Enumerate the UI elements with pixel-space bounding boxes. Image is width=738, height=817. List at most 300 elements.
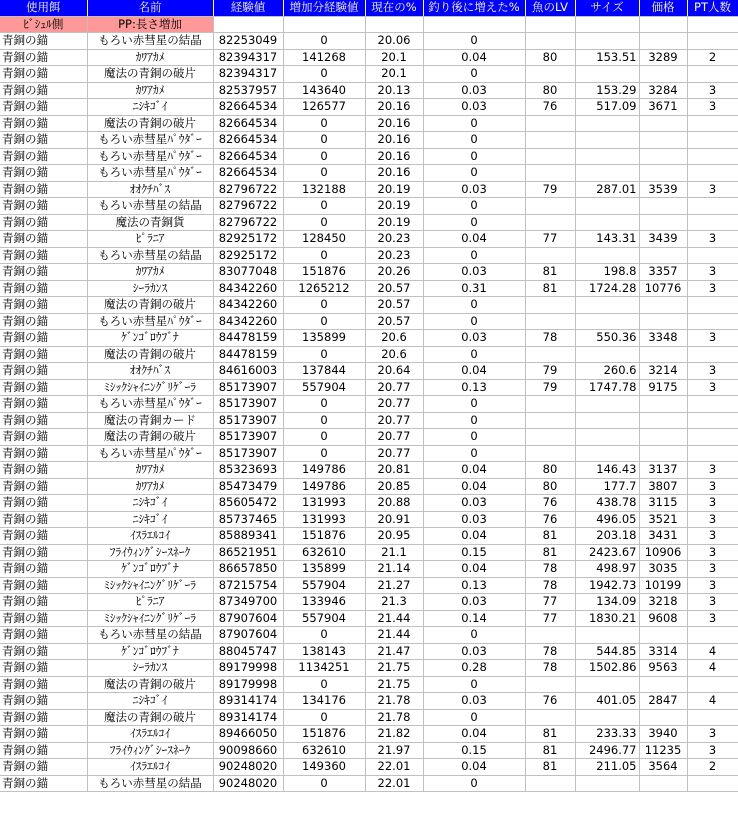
cell-exp-gain: 128450 bbox=[283, 231, 365, 248]
cell-exp-gain: 0 bbox=[283, 66, 365, 83]
subheader-pp: PP:長さ増加 bbox=[87, 16, 213, 33]
cell-exp-gain: 135899 bbox=[283, 561, 365, 578]
cell-exp-gain: 0 bbox=[283, 445, 365, 462]
cell-name: ﾐｼｯｸｼｬｲﾆﾝｸﾞﾘｹﾞｰﾗ bbox=[87, 379, 213, 396]
table-row bbox=[0, 495, 738, 512]
cell-bait: 青銅の錨 bbox=[0, 462, 87, 479]
cell-bait: 青銅の錨 bbox=[0, 346, 87, 363]
cell-name: もろい赤彗星ﾊﾟｳﾀﾞｰ bbox=[87, 313, 213, 330]
cell-name: ﾐｼｯｸｼｬｲﾆﾝｸﾞﾘｹﾞｰﾗ bbox=[87, 610, 213, 627]
cell-price: 9175 bbox=[639, 379, 687, 396]
cell-party-size bbox=[687, 66, 738, 83]
cell-party-size: 3 bbox=[687, 82, 738, 99]
table-row bbox=[0, 561, 738, 578]
cell-size: 2496.77 bbox=[575, 742, 639, 759]
cell-fish-level: 78 bbox=[525, 330, 575, 347]
cell-current-pct: 21.75 bbox=[365, 676, 423, 693]
cell-party-size bbox=[687, 676, 738, 693]
cell-size: 544.85 bbox=[575, 643, 639, 660]
cell-exp-gain: 141268 bbox=[283, 49, 365, 66]
table-row bbox=[0, 676, 738, 693]
cell-pct-gain: 0 bbox=[423, 115, 525, 132]
table-row bbox=[0, 231, 738, 248]
cell-size: 233.33 bbox=[575, 726, 639, 743]
cell-price: 3137 bbox=[639, 462, 687, 479]
cell-bait: 青銅の錨 bbox=[0, 214, 87, 231]
cell-name: ｶﾜｱｶﾒ bbox=[87, 478, 213, 495]
cell-price bbox=[639, 429, 687, 446]
header-size: サイズ bbox=[575, 0, 639, 16]
cell-exp-gain: 0 bbox=[283, 709, 365, 726]
cell-fish-level bbox=[525, 346, 575, 363]
cell-fish-level: 76 bbox=[525, 693, 575, 710]
header-name: 名前 bbox=[87, 0, 213, 16]
cell-pct-gain: 0.03 bbox=[423, 181, 525, 198]
cell-current-pct: 21.3 bbox=[365, 594, 423, 611]
cell-party-size bbox=[687, 627, 738, 644]
cell-exp-gain: 0 bbox=[283, 313, 365, 330]
cell-size bbox=[575, 198, 639, 215]
cell-exp-gain: 632610 bbox=[283, 742, 365, 759]
cell-party-size bbox=[687, 313, 738, 330]
cell-exp: 85605472 bbox=[213, 495, 283, 512]
cell-fish-level: 80 bbox=[525, 478, 575, 495]
cell-exp: 85173907 bbox=[213, 396, 283, 413]
cell-pct-gain: 0.03 bbox=[423, 643, 525, 660]
cell-fish-level: 81 bbox=[525, 726, 575, 743]
cell-price: 3357 bbox=[639, 264, 687, 281]
table-row bbox=[0, 445, 738, 462]
cell-pct-gain: 0.14 bbox=[423, 610, 525, 627]
cell-pct-gain: 0 bbox=[423, 313, 525, 330]
cell-party-size: 4 bbox=[687, 693, 738, 710]
cell-current-pct: 20.06 bbox=[365, 33, 423, 50]
table-row bbox=[0, 709, 738, 726]
cell-exp: 85173907 bbox=[213, 379, 283, 396]
cell-bait: 青銅の錨 bbox=[0, 297, 87, 314]
table-row bbox=[0, 544, 738, 561]
cell-price bbox=[639, 412, 687, 429]
cell-party-size bbox=[687, 132, 738, 149]
cell-current-pct: 20.19 bbox=[365, 181, 423, 198]
cell-bait: 青銅の錨 bbox=[0, 280, 87, 297]
cell-fish-level: 78 bbox=[525, 643, 575, 660]
cell-exp: 90098660 bbox=[213, 742, 283, 759]
cell-bait: 青銅の錨 bbox=[0, 82, 87, 99]
cell-party-size: 3 bbox=[687, 99, 738, 116]
cell-party-size bbox=[687, 148, 738, 165]
table-row bbox=[0, 478, 738, 495]
cell-pct-gain: 0.04 bbox=[423, 759, 525, 776]
cell-size: 260.6 bbox=[575, 363, 639, 380]
table-row bbox=[0, 115, 738, 132]
cell-pct-gain: 0 bbox=[423, 346, 525, 363]
cell-current-pct: 20.16 bbox=[365, 99, 423, 116]
cell-name: ﾆｼｷｺﾞｲ bbox=[87, 693, 213, 710]
cell-exp: 82394317 bbox=[213, 66, 283, 83]
cell-exp-gain: 557904 bbox=[283, 379, 365, 396]
table-row bbox=[0, 660, 738, 677]
cell-exp: 82796722 bbox=[213, 181, 283, 198]
cell-bait: 青銅の錨 bbox=[0, 594, 87, 611]
cell-fish-level: 77 bbox=[525, 610, 575, 627]
cell-current-pct: 20.16 bbox=[365, 115, 423, 132]
cell-price: 9563 bbox=[639, 660, 687, 677]
cell-exp: 89314174 bbox=[213, 709, 283, 726]
cell-fish-level: 81 bbox=[525, 742, 575, 759]
cell-size: 401.05 bbox=[575, 693, 639, 710]
cell-size bbox=[575, 412, 639, 429]
cell-name: ﾐｼｯｸｼｬｲﾆﾝｸﾞﾘｹﾞｰﾗ bbox=[87, 577, 213, 594]
table-row bbox=[0, 264, 738, 281]
cell-bait: 青銅の錨 bbox=[0, 165, 87, 182]
cell-exp-gain: 137844 bbox=[283, 363, 365, 380]
cell-size bbox=[575, 165, 639, 182]
cell-bait: 青銅の錨 bbox=[0, 511, 87, 528]
cell-price bbox=[639, 214, 687, 231]
cell-name: 魔法の青銅の破片 bbox=[87, 66, 213, 83]
cell-bait: 青銅の錨 bbox=[0, 726, 87, 743]
cell-name: ﾆｼｷｺﾞｲ bbox=[87, 99, 213, 116]
table-row bbox=[0, 775, 738, 792]
cell-exp: 89179998 bbox=[213, 660, 283, 677]
cell-bait: 青銅の錨 bbox=[0, 775, 87, 792]
cell-price: 10906 bbox=[639, 544, 687, 561]
cell-pct-gain: 0 bbox=[423, 198, 525, 215]
cell-price: 3314 bbox=[639, 643, 687, 660]
cell-size bbox=[575, 313, 639, 330]
cell-fish-level bbox=[525, 709, 575, 726]
cell-size bbox=[575, 132, 639, 149]
cell-current-pct: 20.16 bbox=[365, 132, 423, 149]
cell-size bbox=[575, 396, 639, 413]
cell-party-size: 3 bbox=[687, 379, 738, 396]
cell-exp: 82664534 bbox=[213, 115, 283, 132]
cell-name: ｹﾞﾝｺﾞﾛｳﾌﾞﾅ bbox=[87, 330, 213, 347]
cell-pct-gain: 0.04 bbox=[423, 726, 525, 743]
cell-party-size: 4 bbox=[687, 660, 738, 677]
cell-exp: 82796722 bbox=[213, 198, 283, 215]
cell-party-size: 4 bbox=[687, 643, 738, 660]
table-row bbox=[0, 693, 738, 710]
cell-size: 1502.86 bbox=[575, 660, 639, 677]
cell-current-pct: 20.6 bbox=[365, 346, 423, 363]
cell-party-size bbox=[687, 396, 738, 413]
cell-bait: 青銅の錨 bbox=[0, 379, 87, 396]
table-row bbox=[0, 66, 738, 83]
cell-size bbox=[575, 676, 639, 693]
cell-pct-gain: 0.15 bbox=[423, 742, 525, 759]
cell-bait: 青銅の錨 bbox=[0, 363, 87, 380]
cell-bait: 青銅の錨 bbox=[0, 115, 87, 132]
cell-fish-level bbox=[525, 247, 575, 264]
cell-pct-gain: 0 bbox=[423, 132, 525, 149]
cell-name: ﾆｼｷｺﾞｲ bbox=[87, 495, 213, 512]
cell-fish-level: 81 bbox=[525, 264, 575, 281]
cell-name: ﾌﾗｲｳｨﾝｸﾞｼｰｽﾈｰｸ bbox=[87, 742, 213, 759]
subheader-row bbox=[0, 16, 738, 33]
cell-party-size: 3 bbox=[687, 742, 738, 759]
cell-exp: 84342260 bbox=[213, 313, 283, 330]
table-row bbox=[0, 726, 738, 743]
cell-pct-gain: 0.04 bbox=[423, 49, 525, 66]
cell-fish-level: 79 bbox=[525, 181, 575, 198]
cell-bait: 青銅の錨 bbox=[0, 396, 87, 413]
cell-size bbox=[575, 66, 639, 83]
cell-exp: 86521951 bbox=[213, 544, 283, 561]
cell-exp: 82664534 bbox=[213, 132, 283, 149]
cell-fish-level bbox=[525, 627, 575, 644]
cell-exp-gain: 0 bbox=[283, 346, 365, 363]
cell-exp: 85889341 bbox=[213, 528, 283, 545]
cell-size: 211.05 bbox=[575, 759, 639, 776]
cell-current-pct: 20.64 bbox=[365, 363, 423, 380]
cell-party-size bbox=[687, 165, 738, 182]
cell-current-pct: 20.95 bbox=[365, 528, 423, 545]
table-row bbox=[0, 165, 738, 182]
table-row bbox=[0, 610, 738, 627]
cell-name: ｵｵｸﾁﾊﾞｽ bbox=[87, 181, 213, 198]
cell-exp-gain: 0 bbox=[283, 198, 365, 215]
cell-party-size: 3 bbox=[687, 577, 738, 594]
cell-price bbox=[639, 313, 687, 330]
cell-price bbox=[639, 66, 687, 83]
cell-price bbox=[639, 132, 687, 149]
cell-bait: 青銅の錨 bbox=[0, 742, 87, 759]
cell-exp: 87215754 bbox=[213, 577, 283, 594]
cell-pct-gain: 0.13 bbox=[423, 379, 525, 396]
header-fish-level: 魚のLV bbox=[525, 0, 575, 16]
cell-price: 3521 bbox=[639, 511, 687, 528]
cell-name: ﾆｼｷｺﾞｲ bbox=[87, 511, 213, 528]
cell-size: 496.05 bbox=[575, 511, 639, 528]
cell-price: 3431 bbox=[639, 528, 687, 545]
cell-exp: 84342260 bbox=[213, 297, 283, 314]
cell-name: もろい赤彗星ﾊﾟｳﾀﾞｰ bbox=[87, 148, 213, 165]
cell-current-pct: 20.6 bbox=[365, 330, 423, 347]
cell-price: 2847 bbox=[639, 693, 687, 710]
cell-name: ｲｽﾗｴﾙｺｲ bbox=[87, 726, 213, 743]
cell-name: ｶﾜｱｶﾒ bbox=[87, 462, 213, 479]
cell-current-pct: 21.44 bbox=[365, 627, 423, 644]
cell-current-pct: 21.82 bbox=[365, 726, 423, 743]
cell-pct-gain: 0 bbox=[423, 676, 525, 693]
cell-bait: 青銅の錨 bbox=[0, 643, 87, 660]
cell-pct-gain: 0 bbox=[423, 247, 525, 264]
cell-pct-gain: 0.15 bbox=[423, 544, 525, 561]
cell-fish-level bbox=[525, 445, 575, 462]
table-row bbox=[0, 33, 738, 50]
cell-size: 143.31 bbox=[575, 231, 639, 248]
table-row bbox=[0, 396, 738, 413]
cell-size bbox=[575, 33, 639, 50]
cell-exp-gain: 0 bbox=[283, 132, 365, 149]
cell-party-size bbox=[687, 115, 738, 132]
cell-name: 魔法の青銅の破片 bbox=[87, 346, 213, 363]
table-row bbox=[0, 412, 738, 429]
cell-pct-gain: 0.04 bbox=[423, 528, 525, 545]
cell-party-size: 3 bbox=[687, 478, 738, 495]
cell-exp-gain: 151876 bbox=[283, 264, 365, 281]
cell-exp-gain: 0 bbox=[283, 165, 365, 182]
table-row bbox=[0, 181, 738, 198]
cell-pct-gain: 0.04 bbox=[423, 462, 525, 479]
cell-party-size: 3 bbox=[687, 330, 738, 347]
cell-current-pct: 21.44 bbox=[365, 610, 423, 627]
cell-current-pct: 20.57 bbox=[365, 313, 423, 330]
cell-exp: 84478159 bbox=[213, 346, 283, 363]
cell-name: ﾌﾗｲｳｨﾝｸﾞｼｰｽﾈｰｸ bbox=[87, 544, 213, 561]
cell-party-size bbox=[687, 709, 738, 726]
cell-price bbox=[639, 396, 687, 413]
cell-party-size: 3 bbox=[687, 544, 738, 561]
cell-name: 魔法の青銅の破片 bbox=[87, 297, 213, 314]
cell-exp-gain: 149786 bbox=[283, 478, 365, 495]
cell-size: 517.09 bbox=[575, 99, 639, 116]
cell-price: 10199 bbox=[639, 577, 687, 594]
table-row bbox=[0, 462, 738, 479]
cell-name: 魔法の青銅カード bbox=[87, 412, 213, 429]
cell-exp: 89314174 bbox=[213, 693, 283, 710]
cell-name: ｹﾞﾝｺﾞﾛｳﾌﾞﾅ bbox=[87, 643, 213, 660]
cell-bait: 青銅の錨 bbox=[0, 66, 87, 83]
cell-exp: 82394317 bbox=[213, 49, 283, 66]
cell-exp-gain: 0 bbox=[283, 429, 365, 446]
cell-current-pct: 22.01 bbox=[365, 759, 423, 776]
cell-exp: 84478159 bbox=[213, 330, 283, 347]
cell-price bbox=[639, 115, 687, 132]
cell-price: 3289 bbox=[639, 49, 687, 66]
cell-current-pct: 20.81 bbox=[365, 462, 423, 479]
cell-name: もろい赤彗星の結晶 bbox=[87, 627, 213, 644]
cell-exp-gain: 151876 bbox=[283, 726, 365, 743]
cell-current-pct: 21.78 bbox=[365, 709, 423, 726]
cell-name: もろい赤彗星ﾊﾟｳﾀﾞｰ bbox=[87, 445, 213, 462]
cell-party-size bbox=[687, 445, 738, 462]
cell-exp-gain: 143640 bbox=[283, 82, 365, 99]
cell-pct-gain: 0 bbox=[423, 66, 525, 83]
cell-pct-gain: 0.04 bbox=[423, 363, 525, 380]
cell-size: 438.78 bbox=[575, 495, 639, 512]
cell-exp: 82253049 bbox=[213, 33, 283, 50]
table-row bbox=[0, 99, 738, 116]
cell-exp-gain: 131993 bbox=[283, 495, 365, 512]
cell-bait: 青銅の錨 bbox=[0, 544, 87, 561]
cell-name: もろい赤彗星の結晶 bbox=[87, 775, 213, 792]
cell-exp-gain: 149360 bbox=[283, 759, 365, 776]
cell-name: 魔法の青銅の破片 bbox=[87, 676, 213, 693]
cell-party-size bbox=[687, 33, 738, 50]
cell-name: もろい赤彗星ﾊﾟｳﾀﾞｰ bbox=[87, 396, 213, 413]
cell-name: もろい赤彗星ﾊﾟｳﾀﾞｰ bbox=[87, 165, 213, 182]
cell-bait: 青銅の錨 bbox=[0, 528, 87, 545]
cell-current-pct: 21.47 bbox=[365, 643, 423, 660]
cell-fish-level bbox=[525, 676, 575, 693]
cell-pct-gain: 0.04 bbox=[423, 561, 525, 578]
cell-bait: 青銅の錨 bbox=[0, 198, 87, 215]
cell-bait: 青銅の錨 bbox=[0, 676, 87, 693]
cell-pct-gain: 0 bbox=[423, 429, 525, 446]
cell-size: 146.43 bbox=[575, 462, 639, 479]
cell-pct-gain: 0.03 bbox=[423, 594, 525, 611]
header-party-size: PT人数 bbox=[687, 0, 738, 16]
cell-bait: 青銅の錨 bbox=[0, 33, 87, 50]
table-row bbox=[0, 379, 738, 396]
cell-size bbox=[575, 214, 639, 231]
cell-pct-gain: 0.04 bbox=[423, 231, 525, 248]
table-row bbox=[0, 280, 738, 297]
cell-exp: 84342260 bbox=[213, 280, 283, 297]
cell-bait: 青銅の錨 bbox=[0, 132, 87, 149]
cell-current-pct: 20.16 bbox=[365, 148, 423, 165]
cell-price bbox=[639, 33, 687, 50]
cell-current-pct: 20.57 bbox=[365, 280, 423, 297]
cell-price: 3940 bbox=[639, 726, 687, 743]
cell-name: ﾋﾟﾗﾆｱ bbox=[87, 231, 213, 248]
header-pct-gain: 釣り後に増えた% bbox=[423, 0, 525, 16]
cell-size: 203.18 bbox=[575, 528, 639, 545]
cell-price bbox=[639, 165, 687, 182]
cell-size bbox=[575, 775, 639, 792]
cell-party-size bbox=[687, 412, 738, 429]
table-row bbox=[0, 198, 738, 215]
cell-price bbox=[639, 709, 687, 726]
cell-price: 3035 bbox=[639, 561, 687, 578]
cell-party-size: 3 bbox=[687, 511, 738, 528]
cell-price: 3671 bbox=[639, 99, 687, 116]
cell-fish-level bbox=[525, 412, 575, 429]
cell-pct-gain: 0 bbox=[423, 775, 525, 792]
cell-exp: 82664534 bbox=[213, 99, 283, 116]
cell-exp-gain: 0 bbox=[283, 148, 365, 165]
cell-exp: 90248020 bbox=[213, 759, 283, 776]
cell-size: 1830.21 bbox=[575, 610, 639, 627]
cell-bait: 青銅の錨 bbox=[0, 429, 87, 446]
cell-exp: 82537957 bbox=[213, 82, 283, 99]
cell-size bbox=[575, 297, 639, 314]
cell-exp-gain: 0 bbox=[283, 214, 365, 231]
cell-party-size: 3 bbox=[687, 264, 738, 281]
cell-current-pct: 20.77 bbox=[365, 379, 423, 396]
header-price: 価格 bbox=[639, 0, 687, 16]
cell-party-size: 2 bbox=[687, 759, 738, 776]
cell-party-size: 3 bbox=[687, 181, 738, 198]
cell-exp: 83077048 bbox=[213, 264, 283, 281]
cell-current-pct: 20.16 bbox=[365, 165, 423, 182]
cell-name: 魔法の青銅の破片 bbox=[87, 429, 213, 446]
cell-fish-level bbox=[525, 148, 575, 165]
table-row bbox=[0, 49, 738, 66]
cell-exp-gain: 126577 bbox=[283, 99, 365, 116]
cell-pct-gain: 0 bbox=[423, 412, 525, 429]
cell-fish-level bbox=[525, 33, 575, 50]
cell-pct-gain: 0.04 bbox=[423, 478, 525, 495]
cell-fish-level bbox=[525, 66, 575, 83]
table-row bbox=[0, 742, 738, 759]
cell-pct-gain: 0.03 bbox=[423, 99, 525, 116]
cell-fish-level bbox=[525, 132, 575, 149]
cell-fish-level bbox=[525, 297, 575, 314]
cell-exp: 89179998 bbox=[213, 676, 283, 693]
cell-name: ｼｰﾗｶﾝｽ bbox=[87, 280, 213, 297]
cell-fish-level: 80 bbox=[525, 82, 575, 99]
cell-exp: 87907604 bbox=[213, 610, 283, 627]
cell-exp-gain: 132188 bbox=[283, 181, 365, 198]
cell-price bbox=[639, 247, 687, 264]
cell-pct-gain: 0 bbox=[423, 709, 525, 726]
table-row bbox=[0, 214, 738, 231]
cell-bait: 青銅の錨 bbox=[0, 49, 87, 66]
